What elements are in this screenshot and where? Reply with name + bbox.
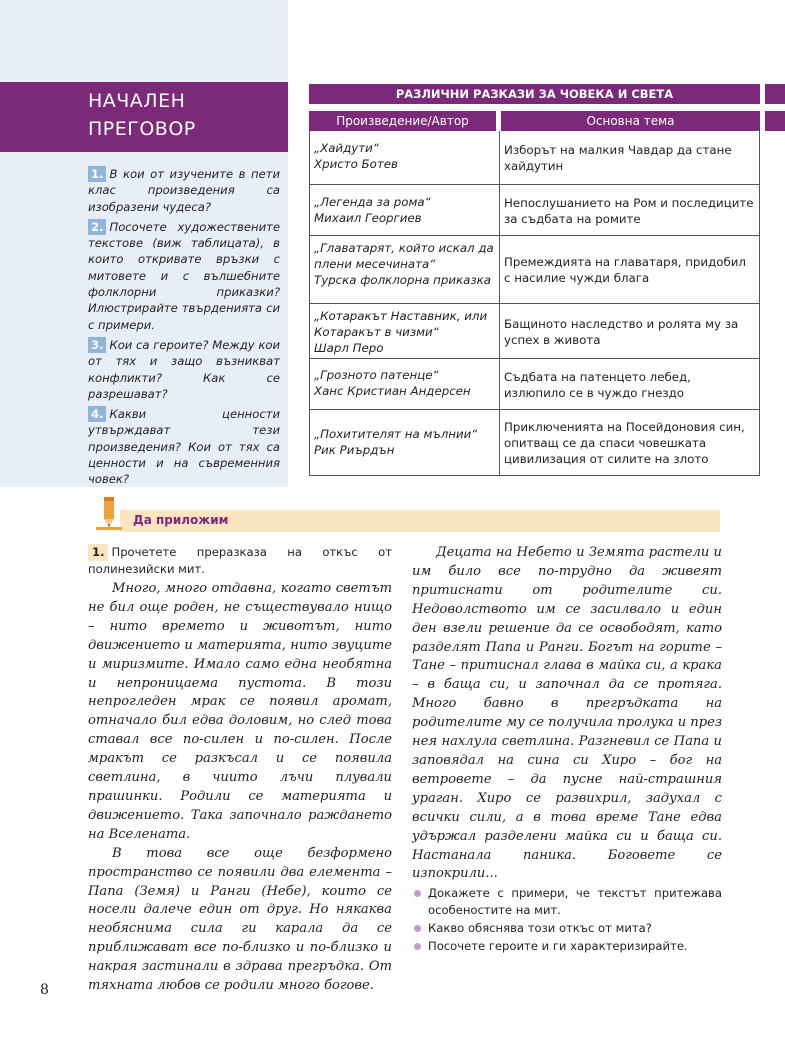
myth-paragraph-1: Много, много отдавна, когато светът не бил още роден, не съществувало нищо – нито времето и животът, нито движението и материята, нито звуците и миризмите. Имало само една необятна и непроницаема пустота. В този непрогледен мрак се появил аромат, отначало бил едва доловим, но след това ставал все по-силен и по-силен. После мракът се разкъсал и се появила светлина, в чиито лъчи плували прашинки. Родили се материята и движението. Така започнало раждането на Вселената. xyxy=(88,581,392,842)
bullet-text: Докажете с примери, че текстът притежава особеностите на мит. xyxy=(428,886,722,918)
task-1 xyxy=(88,544,392,578)
table-row xyxy=(309,359,760,410)
work-title: „Легенда за рома“ xyxy=(314,195,431,209)
question-4 xyxy=(88,406,280,487)
table-header-work: Произведение/Автор xyxy=(309,111,496,131)
question-number: 4. xyxy=(88,406,106,422)
theme-cell: Съдбата на патенцето лебед, излюпило се в чуждо гнездо xyxy=(500,359,760,409)
work-cell xyxy=(309,236,500,303)
review-questions xyxy=(88,166,280,492)
table-row xyxy=(309,185,760,236)
table-row xyxy=(309,410,760,476)
task-text: Прочетете преразказа на откъс от полинезийски мит. xyxy=(88,545,392,576)
question-text: Какви ценности утвърждават тези произведения? Кои от тях са ценности и на съвременния човек? xyxy=(88,407,280,487)
table-row xyxy=(309,304,760,359)
work-author: Ханс Кристиан Андерсен xyxy=(314,384,471,398)
myth-right-column xyxy=(412,544,722,955)
section-title-bar xyxy=(0,82,288,152)
myth-left-column xyxy=(88,544,392,996)
bullet-item xyxy=(412,885,722,919)
section-title-line1: НАЧАЛЕН xyxy=(88,90,186,112)
theme-cell: Приключенията на Посейдоновия син, опитващ се да спаси човешката цивилизация от силите на злото xyxy=(500,410,760,475)
work-cell xyxy=(309,359,500,409)
work-cell xyxy=(309,185,500,235)
myth-paragraph-3: Децата на Небето и Земята растели и им било все по-трудно да живеят притиснати от родителите си. Недоволството им се засилвало и един ден взели решение да се освободят, като разделят Папа и Ранги. Богът на горите – Тане – притиснал глава в майка си, а крака – в баща си, и започнал да се протяга. Много бавно в прегръдката на родителите му се получила пролука и през нея нахлула светлина. Разгневил се Папа и заповядал на сина си Хиро – бог на ветровете – да пусне най-страшния ураган. Хиро се развихрил, задухал с всички сили, а в това време Тане едва удържал разделени майка си и баща си. Настанала паника. Боговете се изпокрили... xyxy=(412,545,722,882)
theme-cell: Бащиното наследство и ролята му за успех в живота xyxy=(500,304,760,358)
question-1 xyxy=(88,166,280,215)
work-title: „Главатарят, който искал да плени месечината“ xyxy=(314,241,494,271)
bullet-item xyxy=(412,938,722,955)
work-author: Шарл Перо xyxy=(314,341,384,355)
table-header-theme: Основна тема xyxy=(501,111,760,131)
work-title: „Похитителят на мълнии“ xyxy=(314,427,478,441)
task-number: 1. xyxy=(88,544,108,561)
question-number: 1. xyxy=(88,166,106,182)
theme-cell: Непослушанието на Ром и последиците за съдбата на ромите xyxy=(500,185,760,235)
pencil-icon xyxy=(94,497,124,531)
table-row xyxy=(309,131,760,185)
theme-cell: Премеждията на главатаря, придобил с насилие чужди блага xyxy=(500,236,760,303)
work-title: „Котаракът Наставник, или Котаракът в чизми“ xyxy=(314,309,488,339)
work-cell xyxy=(309,410,500,475)
table-title-tab xyxy=(765,84,785,104)
bullet-dot-icon xyxy=(414,890,421,897)
work-author: Христо Ботев xyxy=(314,157,398,171)
bullet-dot-icon xyxy=(414,943,421,950)
apply-section-title: Да приложим xyxy=(133,513,229,527)
question-3 xyxy=(88,337,280,402)
table-row xyxy=(309,236,760,304)
work-author: Михаил Георгиев xyxy=(314,211,422,225)
question-number: 2. xyxy=(88,219,106,235)
question-text: В кои от изучените в пети клас произведения са изобразени чудеса? xyxy=(88,167,280,214)
work-author: Рик Риърдън xyxy=(314,443,395,457)
section-title-line2: ПРЕГОВОР xyxy=(88,118,196,140)
question-number: 3. xyxy=(88,337,106,353)
bullet-text: Посочете героите и ги характеризирайте. xyxy=(428,939,688,954)
work-cell xyxy=(309,304,500,358)
question-2 xyxy=(88,219,280,333)
bullet-dot-icon xyxy=(414,925,421,932)
table-title: РАЗЛИЧНИ РАЗКАЗИ ЗА ЧОВЕКА И СВЕТА xyxy=(309,84,760,104)
bullet-text: Какво обяснява този откъс от мита? xyxy=(428,921,652,936)
works-table xyxy=(309,131,760,476)
work-title: „Хайдути“ xyxy=(314,141,379,155)
bullet-item xyxy=(412,920,722,937)
question-text: Кои са героите? Между кои от тях и защо възникват конфликти? Как се разрешават? xyxy=(88,337,280,401)
question-text: Посочете художествените текстове (виж таблицата), в които откривате връзки с митовете и с вълшебните фолклорни приказки? Илюстрирайте твърденията си с примери. xyxy=(88,219,280,332)
table-header-tab xyxy=(765,111,785,131)
theme-cell: Изборът на малкия Чавдар да стане хайдутин xyxy=(500,131,760,184)
work-title: „Грозното патенце“ xyxy=(314,368,439,382)
page-number: 8 xyxy=(40,982,49,998)
myth-paragraph-2: В това все още безформено пространство се появили два елемента – Папа (Земя) и Ранги (Небе), които се носели далече един от друг. Но някаква необяснима сила ги карала да се приближават все по-близко и по-близко и накрая застинали в здрава прегръдка. От тяхната любов се родили много богове. xyxy=(88,845,392,994)
work-author: Турска фолклорна приказка xyxy=(314,273,492,287)
work-cell xyxy=(309,131,500,184)
